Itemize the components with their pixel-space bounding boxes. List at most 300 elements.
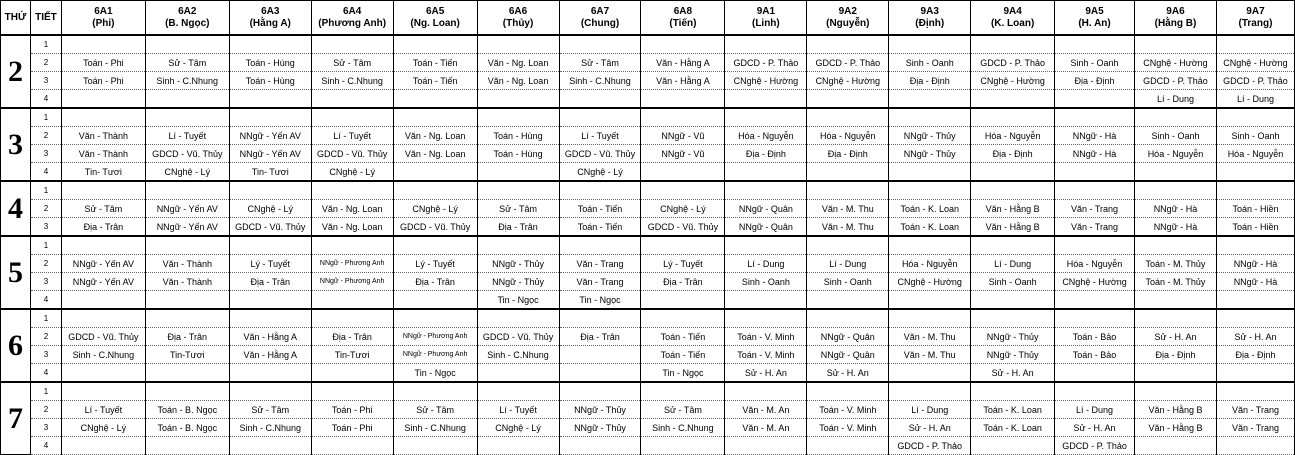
schedule-cell [807,163,889,182]
class-header-6a8 [641,1,725,36]
schedule-cell: Sử - Tâm [145,54,229,72]
schedule-cell: NNgữ - Yến AV [145,200,229,218]
schedule-cell: CNghệ - Lý [311,163,393,182]
schedule-cell: Sinh - Oanh [889,54,971,72]
schedule-cell: NNgữ - Yến AV [61,273,145,291]
schedule-cell [889,108,971,127]
schedule-cell: NNgữ - Hà [1135,218,1217,237]
schedule-cell: Văn - Hằng A [229,346,311,364]
timetable-header [1,1,1295,36]
schedule-cell: Toán - V. Minh [807,419,889,437]
schedule-cell [61,90,145,109]
class-header-9a2 [807,1,889,36]
schedule-cell: Văn - Trang [1216,401,1294,419]
class-code: 6A4 [343,5,362,17]
schedule-cell [229,90,311,109]
schedule-cell [311,90,393,109]
schedule-cell: Toán - Hiền [1216,200,1294,218]
schedule-cell: Địa - Định [889,72,971,90]
schedule-cell [145,90,229,109]
period-number: 2 [30,127,61,145]
schedule-cell [807,90,889,109]
schedule-cell [807,291,889,310]
schedule-cell [807,181,889,200]
class-teacher: (Tiến) [669,17,697,29]
schedule-cell: Văn - Hằng A [641,54,725,72]
table-row [1,108,1295,127]
schedule-cell [725,236,807,255]
schedule-cell: Toán - K. Loan [889,218,971,237]
schedule-cell [559,309,641,328]
schedule-cell: CNghệ - Hường [1135,54,1217,72]
schedule-cell [559,364,641,383]
schedule-cell: NNgữ - Phương Anh [393,328,477,346]
schedule-cell: Lí - Tuyết [559,127,641,145]
schedule-cell [477,364,559,383]
schedule-cell: Hóa - Nguyễn [807,127,889,145]
schedule-cell: Địa - Trân [477,218,559,237]
schedule-cell: GDCD - P. Thảo [889,437,971,455]
schedule-cell [971,90,1055,109]
table-row [1,200,1295,218]
schedule-cell: NNgữ - Thủy [971,346,1055,364]
schedule-cell: Văn - Hằng A [641,72,725,90]
class-code: 6A1 [94,5,113,17]
schedule-cell: Lý - Tuyết [393,255,477,273]
schedule-cell [61,108,145,127]
schedule-cell: CNghệ - Lý [229,200,311,218]
schedule-cell [559,346,641,364]
schedule-cell: NNgữ - Yến AV [61,255,145,273]
schedule-cell [641,291,725,310]
schedule-cell [1135,382,1217,401]
period-number: 4 [30,90,61,109]
schedule-cell: Văn - Hằng B [1135,401,1217,419]
class-teacher: (Thủy) [502,17,534,29]
day-label: 4 [1,181,31,236]
table-row [1,437,1295,455]
schedule-cell [145,382,229,401]
schedule-cell: Sinh - C.Nhung [477,346,559,364]
schedule-cell [641,35,725,54]
schedule-cell: Sử - Tâm [311,54,393,72]
schedule-cell: Sinh - C.Nhung [393,419,477,437]
schedule-cell: Lý - Tuyết [641,255,725,273]
schedule-cell: Văn - M. Thu [889,346,971,364]
schedule-cell: NNgữ - Hà [1216,255,1294,273]
schedule-cell: Sử - H. An [889,419,971,437]
class-header-9a6 [1135,1,1217,36]
schedule-cell: GDCD - P. Thảo [807,54,889,72]
class-teacher: (K. Loan) [990,17,1035,29]
schedule-cell: GDCD - Vũ. Thủy [559,145,641,163]
schedule-cell [145,364,229,383]
schedule-cell [61,35,145,54]
class-header-6a6 [477,1,559,36]
schedule-cell [559,382,641,401]
schedule-cell: Văn - M. An [725,401,807,419]
schedule-cell [477,309,559,328]
schedule-cell [971,163,1055,182]
schedule-cell [229,181,311,200]
period-number: 3 [30,419,61,437]
schedule-cell [725,181,807,200]
schedule-cell: Toán - Hùng [477,145,559,163]
period-number: 1 [30,181,61,200]
schedule-cell [889,35,971,54]
schedule-cell: Lí - Dung [1135,90,1217,109]
schedule-cell: Toán - B. Ngọc [145,401,229,419]
schedule-cell: NNgữ - Thủy [889,145,971,163]
schedule-cell [311,309,393,328]
schedule-cell: Toán - V. Minh [725,346,807,364]
schedule-cell: Địa - Trân [641,273,725,291]
schedule-cell [725,108,807,127]
period-number: 2 [30,54,61,72]
class-teacher: (Linh) [751,17,780,29]
schedule-cell [229,309,311,328]
schedule-cell [641,90,725,109]
table-row [1,218,1295,237]
period-number: 4 [30,437,61,455]
table-row [1,328,1295,346]
schedule-cell [393,309,477,328]
schedule-cell [1055,309,1135,328]
schedule-cell: Sinh - C.Nhung [311,72,393,90]
schedule-cell: Hóa - Nguyễn [1216,145,1294,163]
schedule-cell [393,163,477,182]
schedule-cell [889,90,971,109]
table-row [1,163,1295,182]
schedule-cell: Toán - V. Minh [725,328,807,346]
schedule-cell [1055,364,1135,383]
schedule-cell: Văn - Thành [145,255,229,273]
class-teacher: (Ng. Loan) [410,17,460,29]
schedule-cell: Văn - Trang [559,255,641,273]
period-number: 1 [30,236,61,255]
schedule-cell [311,35,393,54]
schedule-cell [1135,108,1217,127]
schedule-cell: NNgữ - Quân [725,200,807,218]
schedule-cell [1055,108,1135,127]
class-code: 9A1 [756,5,776,17]
schedule-cell: NNgữ - Thủy [971,328,1055,346]
schedule-cell: CNghệ - Lý [145,163,229,182]
schedule-cell: Văn - Trang [559,273,641,291]
period-number: 4 [30,163,61,182]
schedule-cell [229,291,311,310]
schedule-cell [393,90,477,109]
schedule-cell: Sinh - Oanh [1135,127,1217,145]
schedule-cell: NNgữ - Thủy [889,127,971,145]
period-number: 2 [30,255,61,273]
schedule-cell [311,108,393,127]
schedule-cell [477,163,559,182]
schedule-cell: Toán - Tiến [559,218,641,237]
schedule-cell [641,181,725,200]
schedule-cell: NNgữ - Thủy [559,401,641,419]
schedule-cell [229,35,311,54]
schedule-cell: Hóa - Nguyễn [1055,255,1135,273]
schedule-cell [889,309,971,328]
period-number: 1 [30,309,61,328]
schedule-cell: Toán - Tiến [559,200,641,218]
schedule-cell [807,309,889,328]
schedule-cell [1216,309,1294,328]
class-code: 9A4 [1003,5,1022,17]
schedule-cell: Toán - Phi [61,72,145,90]
class-code: 6A2 [178,5,197,17]
schedule-cell [477,437,559,455]
schedule-cell: Toán - K. Loan [889,200,971,218]
schedule-cell [61,364,145,383]
period-number: 3 [30,145,61,163]
class-teacher: (Chung) [580,17,620,29]
period-number: 3 [30,346,61,364]
table-row [1,382,1295,401]
schedule-cell: GDCD - Vũ. Thủy [393,218,477,237]
schedule-cell: Toán - Tiến [393,54,477,72]
schedule-cell [559,181,641,200]
schedule-cell: Lí - Tuyết [145,127,229,145]
class-teacher: (B. Ngọc) [165,17,210,29]
schedule-cell: Tin - Ngọc [477,291,559,310]
schedule-cell: Tin - Ngọc [559,291,641,310]
schedule-cell: GDCD - P. Thảo [1135,72,1217,90]
schedule-cell [1055,291,1135,310]
schedule-cell: Địa - Trân [311,328,393,346]
class-header-9a7 [1216,1,1294,36]
schedule-cell: Toán - Tiến [641,346,725,364]
schedule-cell: NNgữ - Hà [1135,200,1217,218]
schedule-cell [725,163,807,182]
schedule-cell: CNghệ - Hường [889,273,971,291]
schedule-cell: GDCD - P. Thảo [1055,437,1135,455]
schedule-cell [725,382,807,401]
schedule-cell: Văn - Thành [145,273,229,291]
schedule-cell [1135,163,1217,182]
schedule-cell: CNghệ - Lý [641,200,725,218]
schedule-cell [145,108,229,127]
schedule-cell [145,437,229,455]
class-code: 9A2 [838,5,857,17]
schedule-cell: Văn - Ng. Loan [311,218,393,237]
schedule-cell: Văn - Hằng A [229,328,311,346]
schedule-cell: Tin- Tươi [61,163,145,182]
schedule-cell: CNghệ - Hường [725,72,807,90]
schedule-cell [1135,291,1217,310]
schedule-cell [725,90,807,109]
schedule-cell [641,382,725,401]
schedule-cell [1055,163,1135,182]
period-number: 3 [30,273,61,291]
table-row [1,291,1295,310]
schedule-cell: Toán - Tiến [393,72,477,90]
schedule-cell [1055,382,1135,401]
table-row [1,145,1295,163]
schedule-cell: Sinh - C.Nhung [641,419,725,437]
schedule-cell: Văn - Trang [1055,200,1135,218]
schedule-cell: Địa - Định [971,145,1055,163]
schedule-cell: Địa - Trân [559,328,641,346]
schedule-cell [145,236,229,255]
class-header-6a5 [393,1,477,36]
schedule-cell [559,437,641,455]
class-teacher: (Phương Anh) [318,17,387,29]
schedule-cell: Sử - H. An [725,364,807,383]
schedule-cell: Văn - Trang [1216,419,1294,437]
schedule-cell [477,108,559,127]
schedule-cell: Lí - Dung [1216,90,1294,109]
schedule-cell: Văn - Ng. Loan [393,145,477,163]
schedule-cell: Văn - Ng. Loan [477,72,559,90]
schedule-cell: CNghệ - Lý [477,419,559,437]
schedule-cell [971,309,1055,328]
schedule-cell: NNgữ - Vũ [641,145,725,163]
schedule-cell [807,437,889,455]
schedule-cell [725,35,807,54]
schedule-cell: Toán - Phi [311,401,393,419]
schedule-cell: Văn - M. An [725,419,807,437]
schedule-cell: Sử - H. An [807,364,889,383]
schedule-cell [559,236,641,255]
schedule-cell: GDCD - P. Thảo [971,54,1055,72]
header-row [1,1,1295,36]
schedule-cell [1135,236,1217,255]
schedule-cell: Sinh - C.Nhung [229,419,311,437]
schedule-cell: Toán - Hùng [229,54,311,72]
schedule-cell: NNgữ - Thủy [477,273,559,291]
schedule-cell [61,382,145,401]
schedule-cell [393,291,477,310]
table-row [1,419,1295,437]
schedule-cell [889,364,971,383]
schedule-cell: Văn - M. Thu [807,218,889,237]
schedule-cell: Văn - M. Thu [889,328,971,346]
schedule-cell [311,236,393,255]
class-header-9a3 [889,1,971,36]
table-row [1,127,1295,145]
schedule-cell: Văn - Ng. Loan [393,127,477,145]
class-code: 6A5 [425,5,445,17]
schedule-cell: Toán - M. Thủy [1135,273,1217,291]
class-teacher: (Hằng A) [249,17,291,29]
schedule-cell [1216,163,1294,182]
schedule-cell [1216,382,1294,401]
schedule-cell: Địa - Trân [229,273,311,291]
schedule-cell [1055,181,1135,200]
schedule-cell: NNgữ - Phương Anh [311,273,393,291]
schedule-cell [641,163,725,182]
class-teacher: (Hằng B) [1154,17,1197,29]
schedule-cell [393,181,477,200]
schedule-cell [725,309,807,328]
schedule-cell [229,382,311,401]
schedule-cell: Sinh - C.Nhung [559,72,641,90]
schedule-cell: Toán - Hùng [477,127,559,145]
schedule-cell [641,437,725,455]
schedule-cell [807,236,889,255]
schedule-cell [1135,437,1217,455]
schedule-cell: Văn - Hằng B [1135,419,1217,437]
schedule-cell [1216,291,1294,310]
schedule-cell: CNghệ - Lý [61,419,145,437]
schedule-cell [971,181,1055,200]
schedule-cell: Sinh - C.Nhung [145,72,229,90]
schedule-cell: Toán - Phi [61,54,145,72]
schedule-cell: Toán - K. Loan [971,401,1055,419]
period-number: 1 [30,382,61,401]
schedule-cell: Hóa - Nguyễn [971,127,1055,145]
schedule-cell: Tin-Tươi [311,346,393,364]
schedule-cell [61,437,145,455]
schedule-cell [393,35,477,54]
schedule-cell [229,364,311,383]
schedule-cell [559,35,641,54]
schedule-cell: GDCD - Vũ. Thủy [229,218,311,237]
schedule-cell: Văn - Ng. Loan [477,54,559,72]
schedule-cell: Hóa - Nguyễn [889,255,971,273]
schedule-cell [971,437,1055,455]
schedule-cell: Toán - Phi [311,419,393,437]
class-header-9a4 [971,1,1055,36]
schedule-cell: Tin- Tươi [229,163,311,182]
schedule-cell [311,437,393,455]
period-number: 4 [30,291,61,310]
schedule-cell [641,236,725,255]
schedule-cell [311,181,393,200]
schedule-cell: GDCD - Vũ. Thủy [61,328,145,346]
schedule-cell: Văn - Ng. Loan [311,200,393,218]
schedule-cell [807,35,889,54]
schedule-cell: Tin-Tươi [145,346,229,364]
schedule-cell: NNgữ - Yến AV [145,218,229,237]
schedule-cell: Địa - Định [725,145,807,163]
schedule-cell: GDCD - P. Thảo [1216,72,1294,90]
schedule-cell: Địa - Trân [145,328,229,346]
schedule-cell: NNgữ - Hà [1055,127,1135,145]
schedule-cell: Sinh - Oanh [1055,54,1135,72]
schedule-cell: NNgữ - Thủy [477,255,559,273]
schedule-cell: Sinh - Oanh [725,273,807,291]
schedule-cell: Lí - Tuyết [477,401,559,419]
schedule-cell: Tin - Ngọc [393,364,477,383]
schedule-cell: Lí - Tuyết [61,401,145,419]
schedule-cell: Toán - Hiền [1216,218,1294,237]
class-header-6a2 [145,1,229,36]
schedule-cell [477,181,559,200]
schedule-cell: Sinh - Oanh [1216,127,1294,145]
schedule-cell: NNgữ - Hà [1055,145,1135,163]
table-row [1,90,1295,109]
schedule-cell: Lí - Tuyết [311,127,393,145]
schedule-cell [971,291,1055,310]
schedule-cell: NNgữ - Quân [807,346,889,364]
schedule-cell: Lí - Dung [1055,401,1135,419]
schedule-cell [145,181,229,200]
class-teacher: (Nguyễn) [826,17,870,29]
schedule-cell: Toán - Tiến [641,328,725,346]
day-label: 2 [1,35,31,108]
table-row [1,236,1295,255]
schedule-cell [61,236,145,255]
schedule-cell [971,382,1055,401]
schedule-cell [311,364,393,383]
schedule-cell: Sử - Tâm [477,200,559,218]
schedule-cell: NNgữ - Phương Anh [311,255,393,273]
period-number: 1 [30,108,61,127]
schedule-cell [1135,35,1217,54]
